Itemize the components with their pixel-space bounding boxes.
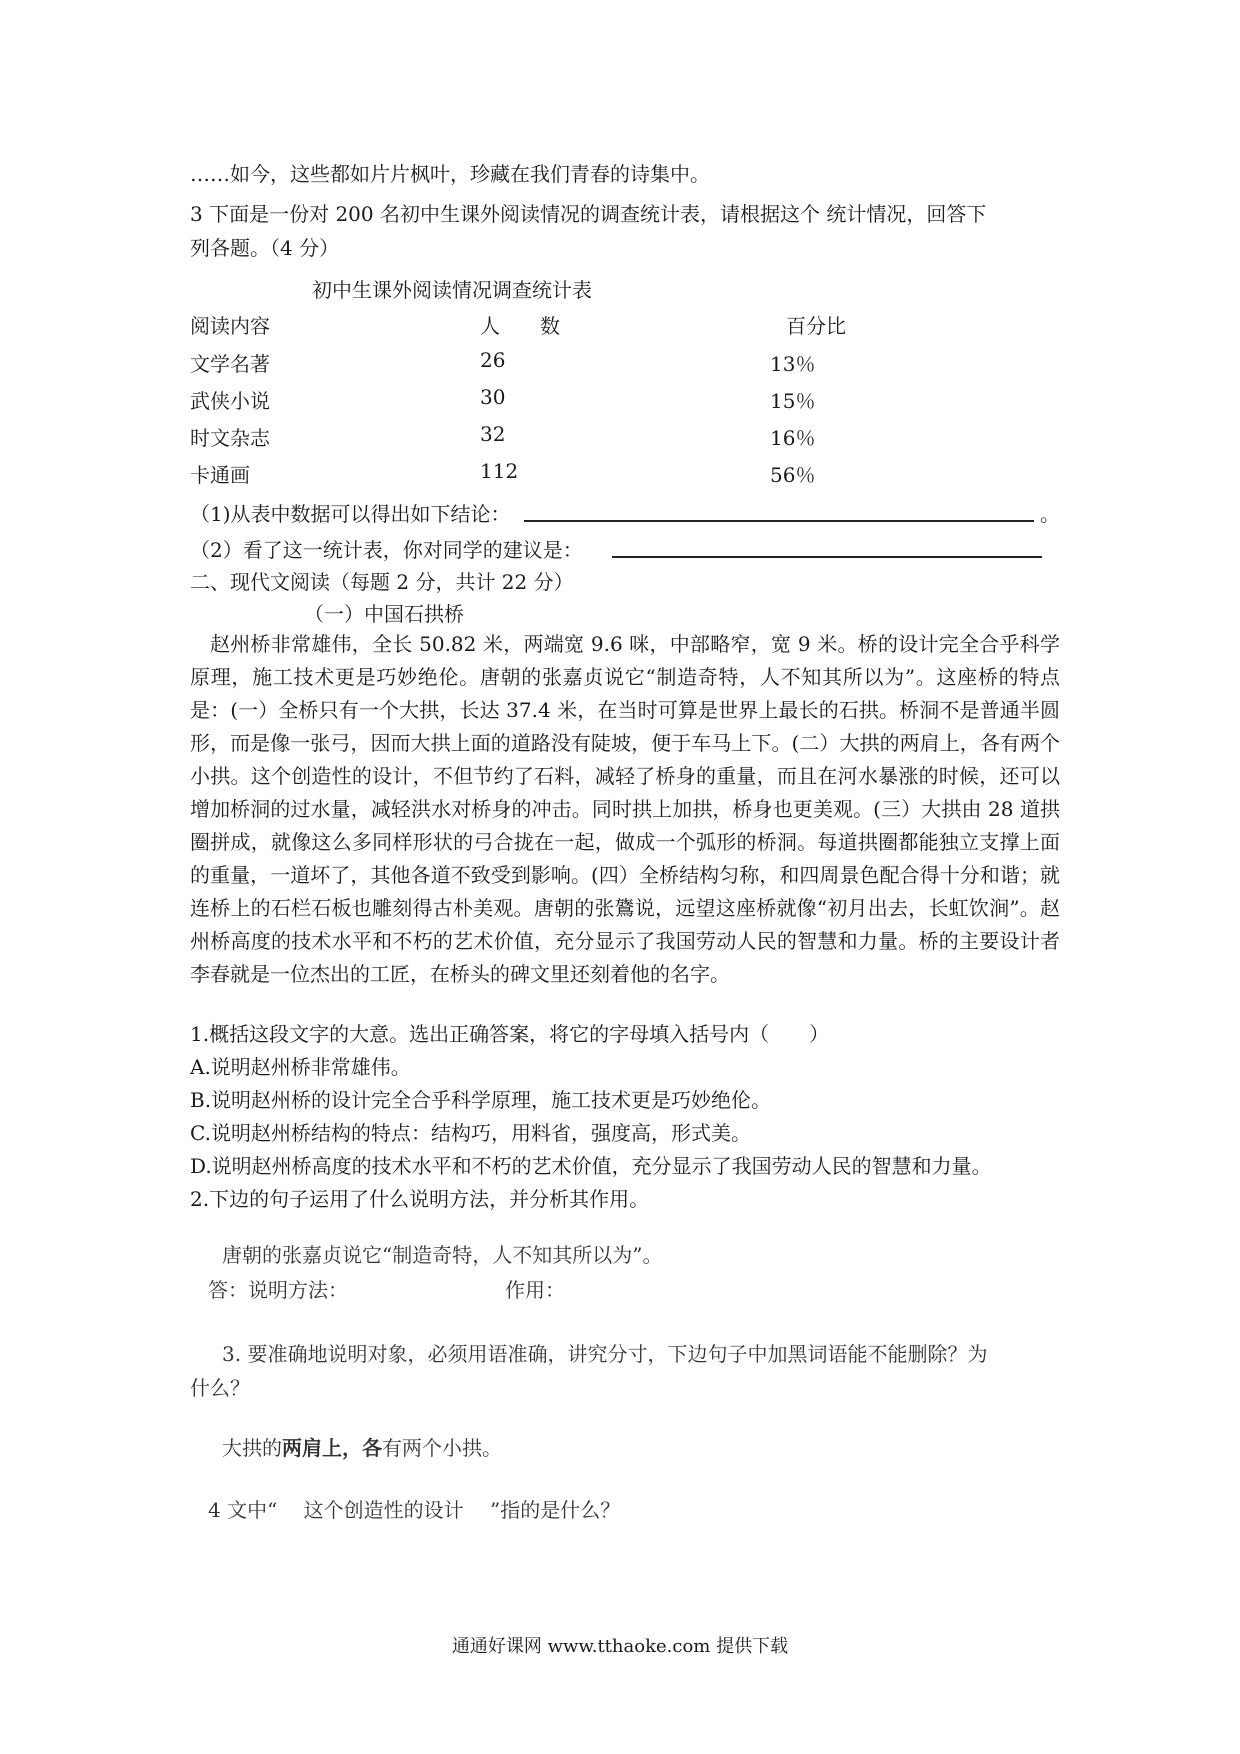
table-title: 初中生课外阅读情况调查统计表 — [312, 278, 592, 302]
table-header-content: 阅读内容 — [190, 314, 270, 338]
question-2-sentence: 唐朝的张嘉贞说它“制造奇特，人不知其所以为”。 — [222, 1243, 663, 1267]
answer-method-label: 答：说明方法： — [208, 1278, 348, 1302]
question-4: 4 文中“ 这个创造性的设计 ”指的是什么？ — [208, 1498, 621, 1522]
option-a: A.说明赵州桥非常雄伟。 — [190, 1055, 411, 1079]
question-3-line1: 3. 要准确地说明对象，必须用语准确，讲究分寸，下边句子中加黑词语能不能删除？为 — [222, 1342, 988, 1366]
option-c: C.说明赵州桥结构的特点：结构巧，用料省，强度高，形式美。 — [190, 1121, 751, 1145]
table-cell-content: 时文杂志 — [190, 426, 270, 450]
q3-bold-word-1: 两肩上， — [282, 1436, 362, 1460]
q3-bold-word-2: 各 — [362, 1436, 382, 1460]
answer-blank-2[interactable] — [612, 530, 1042, 558]
table-cell-content: 卡通画 — [190, 463, 250, 487]
table-cell-count: 112 — [480, 459, 519, 483]
sub-question-2-label: （2）看了这一统计表，你对同学的建议是： — [190, 538, 583, 562]
table-cell-content: 武侠小说 — [190, 389, 270, 413]
q3-prompt-line2: 列各题。（4 分） — [190, 236, 340, 260]
table-cell-percent: 56％ — [770, 463, 816, 487]
table-header-percent: 百分比 — [786, 314, 846, 338]
answer-effect-label: 作用： — [505, 1278, 565, 1302]
option-b: B.说明赵州桥的设计完全合乎科学原理，施工技术更是巧妙绝伦。 — [190, 1088, 772, 1112]
section-heading: 二、现代文阅读（每题 2 分，共计 22 分） — [190, 570, 574, 594]
intro-line: ……如今，这些都如片片枫叶，珍藏在我们青春的诗集中。 — [190, 162, 710, 186]
question-1: 1.概括这段文字的大意。选出正确答案，将它的字母填入括号内（ ） — [190, 1022, 830, 1046]
passage-title: （一）中国石拱桥 — [304, 602, 464, 626]
table-cell-percent: 16％ — [770, 426, 816, 450]
table-cell-count: 30 — [480, 385, 506, 409]
q3-prompt-line1: 3 下面是一份对 200 名初中生课外阅读情况的调查统计表，请根据这个 统计情况，回答下 — [190, 202, 987, 226]
option-d: D.说明赵州桥高度的技术水平和不朽的艺术价值，充分显示了我国劳动人民的智慧和力量。 — [190, 1154, 992, 1178]
table-cell-count: 26 — [480, 348, 506, 372]
question-3-sentence — [222, 1432, 502, 1461]
table-header-count: 人 数 — [480, 314, 560, 338]
answer-blank-1[interactable] — [524, 494, 1034, 522]
table-cell-content: 文学名著 — [190, 352, 270, 376]
question-3-line2: 什么？ — [190, 1376, 250, 1400]
table-cell-percent: 13％ — [770, 352, 816, 376]
table-cell-count: 32 — [480, 422, 506, 446]
q3-sentence-pre: 大拱的 — [222, 1436, 282, 1460]
sub-question-1-label: （1)从表中数据可以得出如下结论： — [190, 502, 511, 526]
passage-body: 赵州桥非常雄伟，全长 50.82 米，两端宽 9.6 咪，中部略窄，宽 9 米。桥的设计完全合乎科学原理，施工技术更是巧妙绝伦。唐朝的张嘉贞说它“制造奇特，人不知其所以为”。这座桥的特点是：(一）全桥只有一个大拱，长达 37.4 米，在当时可算是世界上最长的石拱。桥洞不是普通半圆形，而是像一张弓，因而大拱上面的道路没有陡坡，便于车马上下。(二）大拱的两肩上，各有两个小拱。这个创造性的设计，不但节约了石料，减轻了桥身的重量，而且在河水暴涨的时候，还可以增加桥洞的过水量，减轻洪水对桥身的冲击。同时拱上加拱，桥身也更美观。(三）大拱由 28 道拱圈拼成，就像这么多同样形状的弓合拢在一起，做成一个弧形的桥洞。每道拱圈都能独立支撑上面的重量，一道坏了，其他各道不致受到影响。(四）全桥结构匀称，和四周景色配合得十分和谐；就连桥上的石栏石板也雕刻得古朴美观。唐朝的张鷟说，远望这座桥就像“初月出去，长虹饮涧”。赵州桥高度的技术水平和不朽的艺术价值，充分显示了我国劳动人民的智慧和力量。桥的主要设计者李春就是一位杰出的工匠，在桥头的碑文里还刻着他的名字。 — [190, 632, 1060, 986]
footer-source: 通通好课网 www.tthaoke.com 提供下载 — [451, 1636, 789, 1657]
q3-sentence-post: 有两个小拱。 — [382, 1436, 502, 1460]
question-2: 2.下边的句子运用了什么说明方法，并分析其作用。 — [190, 1187, 650, 1211]
table-cell-percent: 15％ — [770, 389, 816, 413]
sub-question-1-end: 。 — [1040, 502, 1060, 526]
